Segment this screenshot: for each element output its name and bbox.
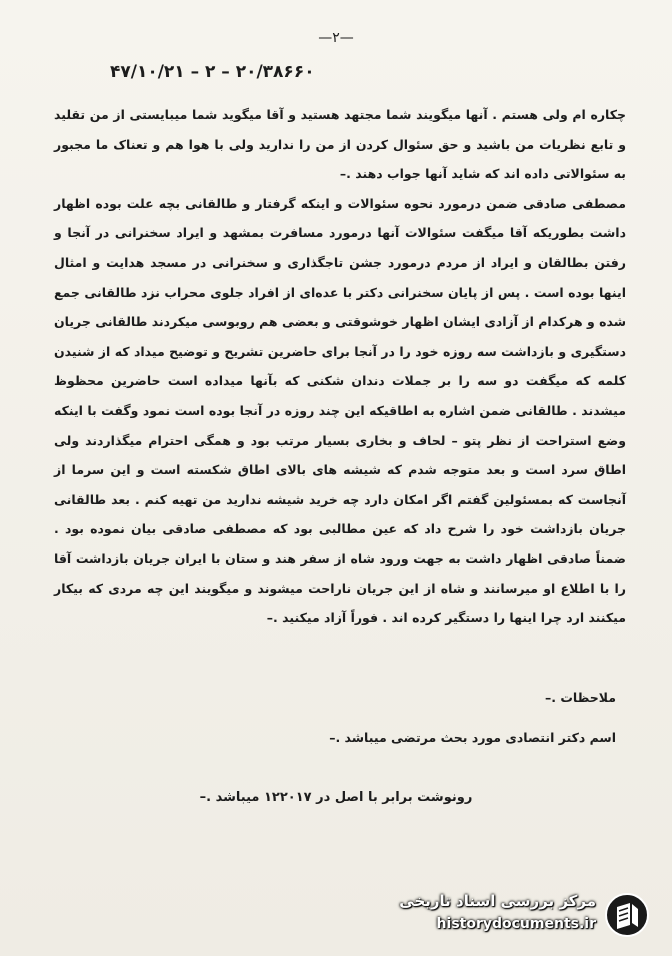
archive-watermark [358, 888, 658, 944]
document-reference-number: ۴۷/۱۰/۲۱ – ۲ – ۲۰/۳۸۶۶۰ [110, 62, 315, 82]
notes-text: اسم دکتر انتصادی مورد بحث مرتضی میباشد .– [329, 730, 616, 745]
page-number: —۲— [318, 30, 354, 46]
watermark-title: مرکز بررسی اسناد تاریخی [399, 892, 596, 910]
paragraph-1: چکاره ام ولی هستم . آنها میگویند شما مجتهد هستید و آقا میگوید شما میبایستی از من تقلید و تابع نظریات من باشید و حق سئوال کردن از من را ندارید ولی با هوا هم و تعناک ما مجبور به سئوالاتی داده اند که شاید آنها جواب دهند .– [54, 107, 626, 182]
archive-logo-icon [604, 892, 650, 938]
watermark-url: historydocuments.ir [436, 916, 596, 932]
paragraph-2: مصطفی صادقی ضمن درمورد نحوه سئوالات و اینکه گرفتار و طالقانی بچه علت بوده اظهار داشت بطوریکه آقا میگفت سئوالات آنها درمورد مسافرت بمشهد و ایراد سخنرانی در آنجا و رفتن بطالقان و ایراد از مردم درمورد جشن تاجگذاری و سخنرانی در مسجد هدایت و امثال اینها بوده است . پس از پایان سخنرانی دکتر با عده‌ای از افراد جلوی محراب نزد طالقانی جمع شده و هرکدام از آزادی ایشان اظهار خوشوقتی و بعضی هم روبوسی میکردند طالقانی جریان دستگیری و بازداشت سه روزه خود را در آنجا برای حاضرین تشریح و توضیح میداد که از شنیدن کلمه که میگفت دو سه را بر جملات دندان شکنی که بآنها میداده است حاضرین محظوظ میشدند . طالقانی ضمن اشاره به اطاقیکه این چند روزه در آنجا بوده است نمود وگفت با اینکه وضع استراحت از نظر پتو – لحاف و بخاری بسیار مرتب بود و همگی احترام میگذاردند ولی اطاق سرد است و بعد متوجه شدم که شیشه های بالای اطاق شکسته است و این سرما از آنجاست که بمسئولین گفتم اگر امکان دارد چه خرید شیشه ندارید من تهیه کنم . بعد طالقانی جریان بازداشت خود را شرح داد که عین مطالبی بود که مصطفی صادقی بیان نموده بود . ضمناً صادقی اظهار داشت به جهت ورود شاه از سفر هند و ستان با ایران جریان بازداشت آقا را با اطلاع او میرسانند و شاه از این جریان ناراحت میشوند و میگویند این چه مردی که بیکار میکنند ارد چرا اینها را دستگیر کرده اند . فوراً آزاد میکنید .– [54, 195, 626, 626]
copy-certification-note: رونوشت برابر با اصل در ۱۲۲۰۱۷ میباشد .– [199, 790, 473, 805]
document-body [54, 100, 626, 633]
notes-heading: ملاحظات .– [544, 690, 616, 705]
